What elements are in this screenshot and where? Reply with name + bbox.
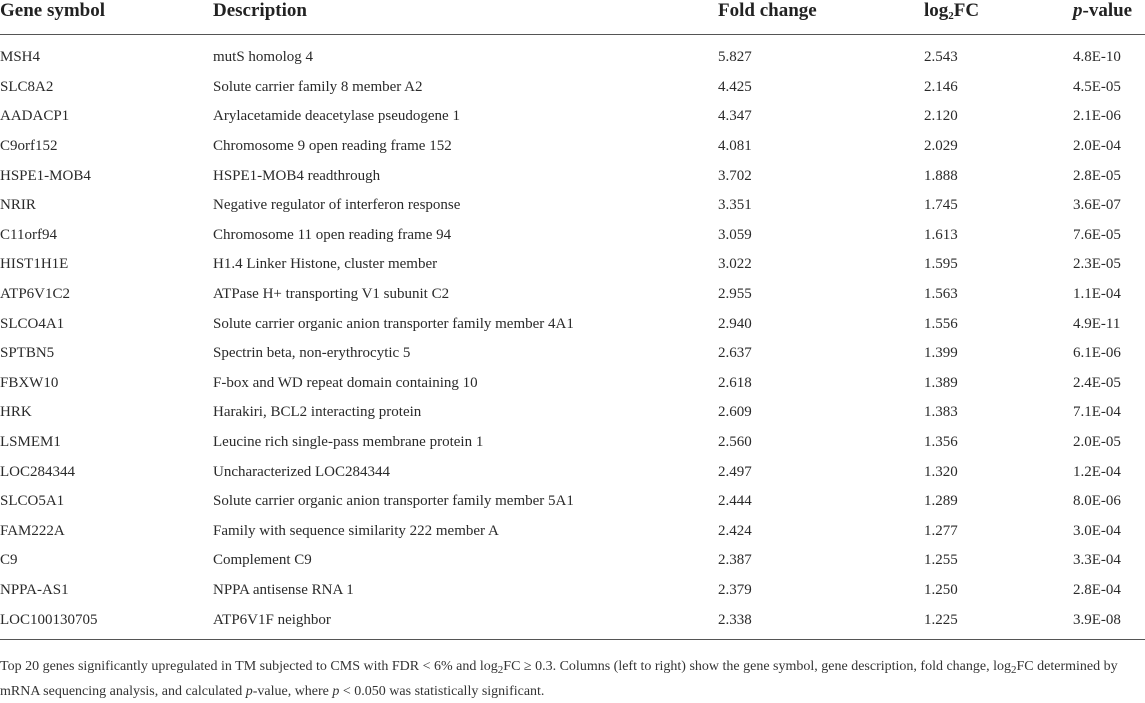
cell-p-value: 2.1E-06 [1073,108,1121,125]
cell-gene-symbol: SLCO4A1 [0,315,65,332]
cell-fold-change: 3.351 [718,197,752,214]
header-log2fc-suffix: FC [953,0,980,21]
cell-gene-symbol: HIST1H1E [0,256,69,273]
table-row [0,280,1145,310]
table-row [0,517,1145,547]
cell-fold-change: 4.425 [718,78,752,95]
cell-p-value: 4.5E-05 [1073,78,1121,95]
footnote-text-5: < 0.050 was statistically significant. [339,684,545,699]
table-row [0,605,1145,639]
header-p-value [1073,0,1145,35]
table-row [0,35,1145,73]
cell-gene-symbol: LOC100130705 [0,611,98,628]
header-description: Description [213,0,307,21]
cell-fold-change: 2.424 [718,522,752,539]
table-footnote [0,656,1140,703]
cell-p-value: 7.1E-04 [1073,404,1121,421]
cell-log2fc: 1.556 [924,315,958,332]
cell-fold-change: 2.497 [718,463,752,480]
cell-gene-symbol: LOC284344 [0,463,75,480]
cell-p-value: 3.3E-04 [1073,552,1121,569]
cell-description: Solute carrier family 8 member A2 [213,78,423,95]
cell-log2fc: 1.383 [924,404,958,421]
cell-fold-change: 2.560 [718,434,752,451]
table-row [0,398,1145,428]
cell-description: ATP6V1F neighbor [213,611,331,628]
cell-fold-change: 2.940 [718,315,752,332]
cell-log2fc: 1.389 [924,374,958,391]
cell-description: Family with sequence similarity 222 member A [213,522,499,539]
cell-log2fc: 1.888 [924,167,958,184]
cell-gene-symbol: FAM222A [0,522,65,539]
cell-fold-change: 2.379 [718,581,752,598]
cell-description: F-box and WD repeat domain containing 10 [213,374,478,391]
cell-p-value: 1.2E-04 [1073,463,1121,480]
cell-gene-symbol: FBXW10 [0,374,59,391]
cell-gene-symbol: C11orf94 [0,226,57,243]
cell-gene-symbol: SLC8A2 [0,78,54,95]
cell-p-value: 4.9E-11 [1073,315,1121,332]
cell-gene-symbol: SPTBN5 [0,345,55,362]
cell-log2fc: 1.250 [924,581,958,598]
header-gene-symbol: Gene symbol [0,0,106,21]
cell-log2fc: 1.613 [924,226,958,243]
table-row [0,250,1145,280]
table-row [0,546,1145,576]
cell-fold-change: 4.347 [718,108,752,125]
cell-fold-change: 3.702 [718,167,752,184]
footnote-text-2: FC ≥ 0.3. Columns (left to right) show the gene symbol, gene description, fold change, log [503,659,1011,674]
footnote-text-4: -value, where [252,684,333,699]
cell-fold-change: 4.081 [718,138,752,155]
cell-description: H1.4 Linker Histone, cluster member [213,256,438,273]
table-row [0,428,1145,458]
cell-p-value: 2.8E-04 [1073,581,1121,598]
cell-description: HSPE1-MOB4 readthrough [213,167,381,184]
cell-fold-change: 2.338 [718,611,752,628]
table-row [0,102,1145,132]
cell-log2fc: 1.289 [924,493,958,510]
footnote-subscript-2: 2 [1011,664,1017,676]
footnote-text-1: Top 20 genes significantly upregulated in TM subjected to CMS with FDR < 6% and log [0,659,498,674]
header-log2fc-prefix: log [924,0,949,21]
cell-gene-symbol: NPPA-AS1 [0,581,69,598]
cell-p-value: 1.1E-04 [1073,286,1121,303]
cell-fold-change: 2.618 [718,374,752,391]
cell-gene-symbol: ATP6V1C2 [0,286,71,303]
cell-log2fc: 1.356 [924,434,958,451]
table-row [0,487,1145,517]
cell-gene-symbol: HSPE1-MOB4 [0,167,91,184]
table-row [0,132,1145,162]
cell-gene-symbol: HRK [0,404,32,421]
table-row [0,576,1145,606]
cell-description: Uncharacterized LOC284344 [213,463,391,480]
cell-fold-change: 3.059 [718,226,752,243]
cell-p-value: 2.0E-04 [1073,138,1121,155]
cell-description: Chromosome 11 open reading frame 94 [213,226,452,243]
cell-gene-symbol: MSH4 [0,49,41,66]
header-row [0,0,1145,35]
cell-log2fc: 1.399 [924,345,958,362]
footnote-subscript-1: 2 [497,664,504,676]
cell-log2fc: 1.563 [924,286,958,303]
cell-p-value: 2.4E-05 [1073,374,1121,391]
footnote-text-3: FC determined by mRNA sequencing analysis, and calculated [0,659,1118,699]
table-row [0,191,1145,221]
cell-p-value: 4.8E-10 [1073,49,1121,66]
cell-fold-change: 2.637 [718,345,752,362]
header-log2fc [924,0,1073,35]
cell-log2fc: 2.146 [924,78,958,95]
cell-log2fc: 1.277 [924,522,958,539]
cell-description: Solute carrier organic anion transporter family member 4A1 [213,315,574,332]
cell-description: Harakiri, BCL2 interacting protein [213,404,422,421]
footnote-p-italic-1: p [245,684,253,699]
cell-p-value: 2.8E-05 [1073,167,1121,184]
cell-log2fc: 2.120 [924,108,958,125]
header-p-rest: -value [1082,0,1133,21]
cell-fold-change: 2.609 [718,404,752,421]
cell-p-value: 3.9E-08 [1073,611,1121,628]
cell-description: ATPase H+ transporting V1 subunit C2 [213,286,450,303]
cell-gene-symbol: NRIR [0,197,36,214]
cell-log2fc: 2.029 [924,138,958,155]
cell-p-value: 3.0E-04 [1073,522,1121,539]
table-row [0,309,1145,339]
table-row [0,221,1145,251]
cell-description: Solute carrier organic anion transporter family member 5A1 [213,493,574,510]
table-row [0,369,1145,399]
footnote-p-italic-2: p [332,684,340,699]
cell-gene-symbol: AADACP1 [0,108,70,125]
cell-fold-change: 5.827 [718,49,752,66]
cell-log2fc: 1.255 [924,552,958,569]
cell-gene-symbol: C9orf152 [0,138,58,155]
cell-description: NPPA antisense RNA 1 [213,581,354,598]
table-row [0,73,1145,103]
table-row [0,457,1145,487]
cell-description: mutS homolog 4 [213,49,314,66]
cell-p-value: 6.1E-06 [1073,345,1121,362]
cell-description: Arylacetamide deacetylase pseudogene 1 [213,108,460,125]
cell-description: Negative regulator of interferon response [213,197,461,214]
cell-p-value: 2.3E-05 [1073,256,1121,273]
cell-gene-symbol: SLCO5A1 [0,493,65,510]
cell-log2fc: 1.595 [924,256,958,273]
cell-p-value: 8.0E-06 [1073,493,1121,510]
cell-description: Complement C9 [213,552,312,569]
table-row [0,161,1145,191]
cell-log2fc: 2.543 [924,49,958,66]
table-body [0,35,1145,640]
table-row [0,339,1145,369]
cell-gene-symbol: LSMEM1 [0,434,61,451]
cell-description: Spectrin beta, non-erythrocytic 5 [213,345,411,362]
cell-gene-symbol: C9 [0,552,18,569]
table-header [0,0,1145,35]
cell-fold-change: 3.022 [718,256,752,273]
cell-description: Chromosome 9 open reading frame 152 [213,138,452,155]
cell-p-value: 2.0E-05 [1073,434,1121,451]
cell-p-value: 7.6E-05 [1073,226,1121,243]
cell-fold-change: 2.955 [718,286,752,303]
header-log2fc-subscript: 2 [948,10,954,22]
header-fold-change: Fold change [718,0,817,21]
cell-fold-change: 2.387 [718,552,752,569]
cell-log2fc: 1.320 [924,463,958,480]
cell-description: Leucine rich single-pass membrane protein 1 [213,434,484,451]
cell-log2fc: 1.745 [924,197,958,214]
cell-p-value: 3.6E-07 [1073,197,1121,214]
cell-fold-change: 2.444 [718,493,752,510]
cell-log2fc: 1.225 [924,611,958,628]
header-p-italic: p [1073,0,1083,21]
